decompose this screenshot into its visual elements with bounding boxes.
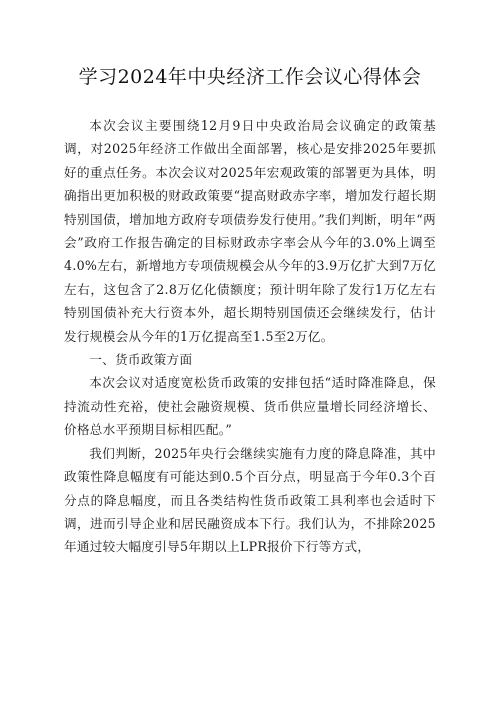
section-heading-monetary-policy: 一、货币政策方面 xyxy=(89,352,193,368)
paragraph-judgement: 我们判断，2025年央行会继续实施有力度的降息降准，其中政策性降息幅度有可能达到0.5个百分点，明显高于今年0.3个百分点的降息幅度，而且各类结构性货币政策工具利率也会适时下调，进而引导企业和居民融资成本下行。我们认为，不排除2025年通过较大幅度引导5年期以上LPR报价下行等方式， xyxy=(64,445,436,555)
paragraph-monetary-arrangement: 本次会议对适度宽松货币政策的安排包括“适时降准降息，保持流动性充裕，使社会融资规模、货币供应量增长同经济增长、价格总水平预期目标相匹配。” xyxy=(64,375,436,438)
document-body xyxy=(64,114,436,559)
paragraph-intro: 本次会议主要围绕12月9日中央政治局会议确定的政策基调，对2025年经济工作做出全面部署，核心是安排2025年要抓好的重点任务。本次会议对2025年宏观政策的部署更为具体，明确指出更加积极的财政政策要“提高财政赤字率，增加发行超长期特别国债，增加地方政府专项债券发行使用。”我们判断，明年“两会”政府工作报告确定的目标财政赤字率会从今年的3.0%上调至4.0%左右，新增地方专项债规模会从今年的3.9万亿扩大到7万亿左右，这包含了2.8万亿化债额度；预计明年除了发行1万亿左右特别国债补充大行资本外，超长期特别国债还会继续发行，估计发行规模会从今年的1万亿提高至1.5至2万亿。 xyxy=(64,118,436,344)
document-title: 学习2024年中央经济工作会议心得体会 xyxy=(78,66,422,88)
